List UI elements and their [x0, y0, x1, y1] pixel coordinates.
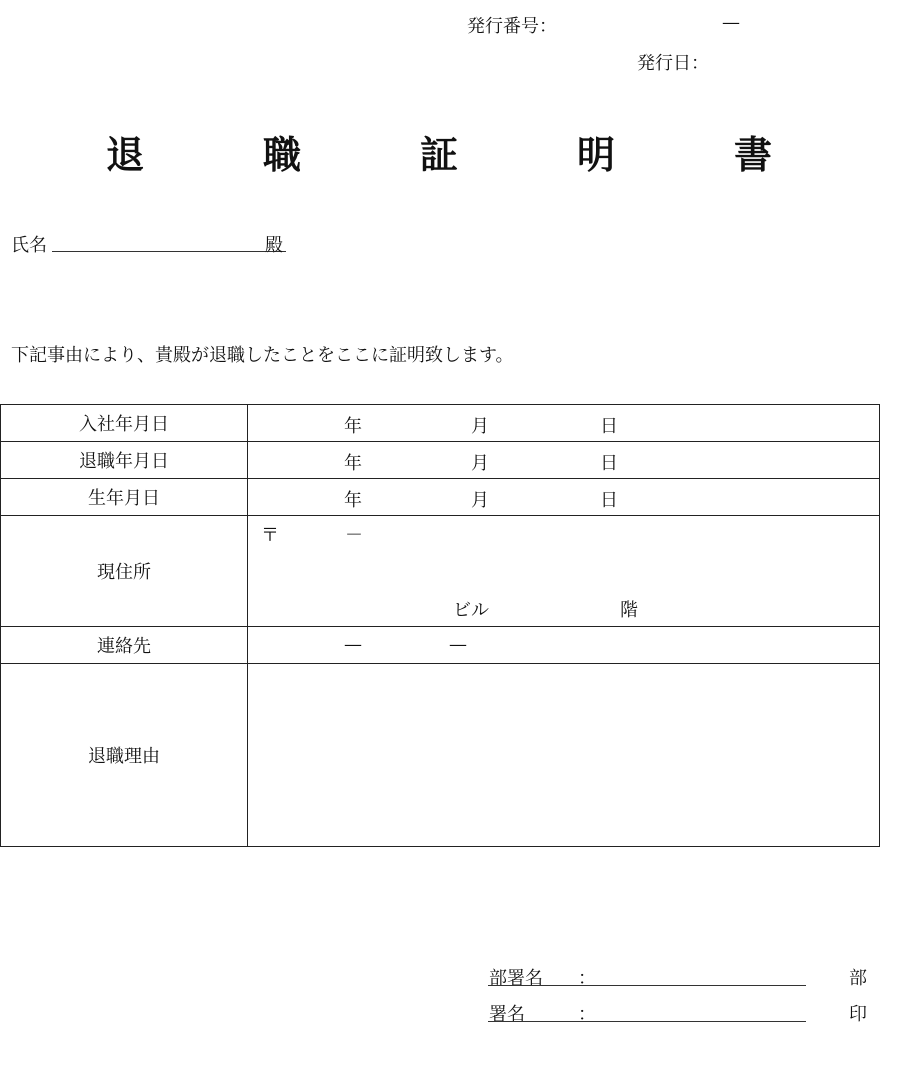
phone-dash: —: [344, 634, 362, 655]
month-unit: 月: [471, 490, 489, 511]
department-underline[interactable]: [488, 985, 806, 986]
issue-number-dash: —: [722, 12, 740, 33]
table-row: [1, 405, 880, 442]
retirement-date-field[interactable]: [248, 442, 880, 479]
title-char: 書: [733, 132, 773, 177]
signature-colon: ：: [578, 1004, 596, 1025]
row-label-hire-date: 入社年月日: [1, 405, 248, 442]
title-char: 明: [576, 132, 616, 177]
title-char: 証: [419, 132, 459, 177]
document-title: [0, 124, 900, 180]
day-unit: 日: [600, 416, 618, 437]
name-underline[interactable]: [52, 251, 286, 252]
address-field[interactable]: [248, 516, 880, 627]
day-unit: 日: [600, 490, 618, 511]
title-char: 退: [105, 132, 145, 177]
signature-label: 署名: [489, 1004, 525, 1025]
table-row: [1, 516, 880, 627]
year-unit: 年: [344, 453, 362, 474]
honorific: 殿: [265, 235, 283, 256]
table-row: [1, 627, 880, 664]
contact-field[interactable]: [248, 627, 880, 664]
postal-mark: 〒: [261, 525, 279, 546]
name-label: 氏名: [11, 235, 47, 256]
month-unit: 月: [471, 453, 489, 474]
seal-mark: 印: [849, 1004, 867, 1025]
row-label-address: 現住所: [1, 516, 248, 627]
certification-statement: 下記事由により、貴殿が退職したことをここに証明致します。: [11, 345, 514, 366]
table-row: [1, 442, 880, 479]
retirement-reason-field[interactable]: [248, 664, 880, 847]
department-label: 部署名: [489, 968, 543, 989]
building-label: ビル: [453, 600, 489, 621]
department-suffix: 部: [849, 968, 867, 989]
day-unit: 日: [600, 453, 618, 474]
issue-date-label: 発行日：: [637, 53, 709, 74]
postal-dash: －: [345, 525, 363, 546]
row-label-contact: 連絡先: [1, 627, 248, 664]
table-row: [1, 664, 880, 847]
year-unit: 年: [344, 490, 362, 511]
row-label-retirement-date: 退職年月日: [1, 442, 248, 479]
phone-dash: —: [449, 634, 467, 655]
table-row: [1, 479, 880, 516]
hire-date-field[interactable]: [248, 405, 880, 442]
floor-label: 階: [620, 600, 638, 621]
department-colon: ：: [578, 968, 596, 989]
row-label-reason: 退職理由: [1, 664, 248, 847]
issue-number-label: 発行番号：: [467, 16, 557, 37]
signature-underline[interactable]: [488, 1021, 806, 1022]
birth-date-field[interactable]: [248, 479, 880, 516]
certificate-table: [0, 404, 880, 847]
month-unit: 月: [471, 416, 489, 437]
title-char: 職: [262, 132, 302, 177]
year-unit: 年: [344, 416, 362, 437]
row-label-birth-date: 生年月日: [1, 479, 248, 516]
